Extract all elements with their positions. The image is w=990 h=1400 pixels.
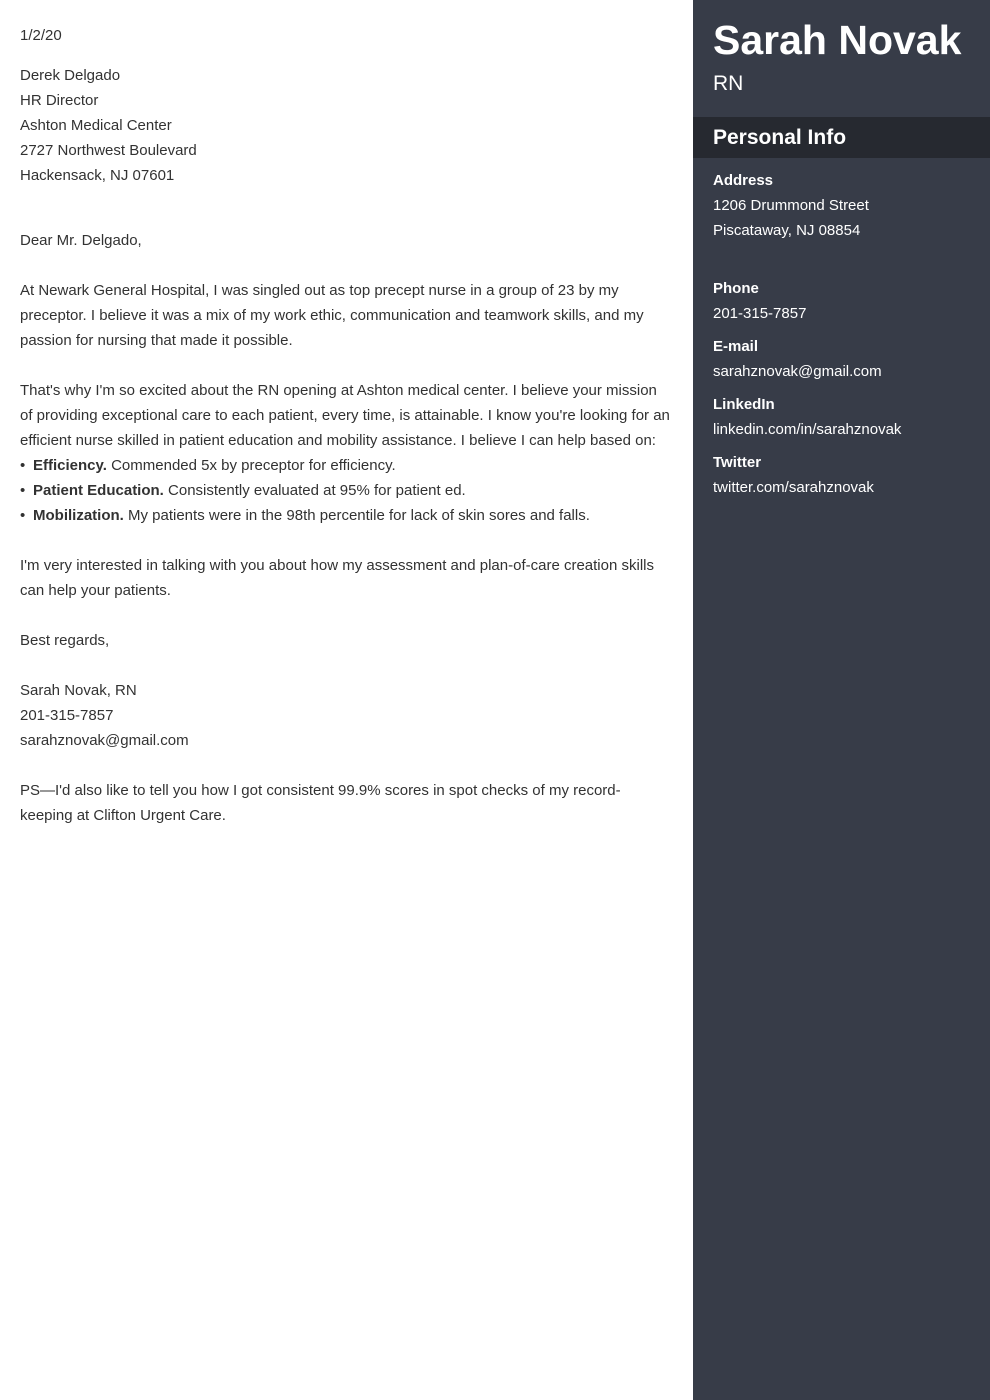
bullet-heading: Patient Education. xyxy=(33,482,164,499)
paragraph-opening: At Newark General Hospital, I was singled out as top precept nurse in a group of 23 by my preceptor. I believe it was a mix of my work ethic, communication and teamwork skills, and my passion for nursing that made it possible. xyxy=(20,282,644,349)
bullet-heading: Mobilization. xyxy=(33,507,124,524)
address-line1: 1206 Drummond Street xyxy=(713,197,869,214)
list-item xyxy=(20,453,673,478)
email-label: E-mail xyxy=(713,338,759,355)
phone-value: 201-315-7857 xyxy=(713,305,807,322)
recipient-block xyxy=(20,63,673,188)
info-linkedin xyxy=(713,392,983,442)
linkedin-label: LinkedIn xyxy=(713,396,775,413)
recipient-city: Hackensack, NJ 07601 xyxy=(20,167,175,184)
recipient-title: HR Director xyxy=(20,92,99,109)
info-phone xyxy=(713,276,983,326)
section-header-personal-info: Personal Info xyxy=(693,117,990,158)
achievement-list xyxy=(20,453,673,528)
paragraph-call-to-action: I'm very interested in talking with you about how my assessment and plan-of-care creation skills can help your patients. xyxy=(20,557,654,599)
recipient-company: Ashton Medical Center xyxy=(20,117,172,134)
linkedin-link[interactable]: linkedin.com/in/sarahznovak xyxy=(713,421,902,438)
signature-block xyxy=(20,678,673,753)
applicant-title: RN xyxy=(713,72,744,95)
bullet-icon: • xyxy=(20,507,26,524)
closing: Best regards, xyxy=(20,632,110,649)
twitter-link[interactable]: twitter.com/sarahznovak xyxy=(713,479,874,496)
bullet-text: Consistently evaluated at 95% for patient ed. xyxy=(163,482,466,499)
bullet-heading: Efficiency. xyxy=(33,457,107,474)
address-label: Address xyxy=(713,172,774,189)
phone-label: Phone xyxy=(713,280,759,297)
paragraph-motivation: That's why I'm so excited about the RN opening at Ashton medical center. I believe your mission of providing exceptional care to each patient, every time, is attainable. I know you're looking for an efficient nurse skilled in patient education and mobility assistance. I believe I can help based on: xyxy=(20,382,670,449)
bullet-icon: • xyxy=(20,482,26,499)
address-line2: Piscataway, NJ 08854 xyxy=(713,222,861,239)
salutation: Dear Mr. Delgado, xyxy=(20,232,142,249)
postscript: PS—I'd also like to tell you how I got consistent 99.9% scores in spot checks of my record-keeping at Clifton Urgent Care. xyxy=(20,782,621,824)
bullet-text: My patients were in the 98th percentile for lack of skin sores and falls. xyxy=(123,507,590,524)
signature-email: sarahznovak@gmail.com xyxy=(20,732,189,749)
signature-name: Sarah Novak, RN xyxy=(20,682,137,699)
letter-date: 1/2/20 xyxy=(20,27,62,44)
signature-phone: 201-315-7857 xyxy=(20,707,114,724)
bullet-icon: • xyxy=(20,457,26,474)
list-item xyxy=(20,503,673,528)
sidebar xyxy=(693,0,990,1400)
twitter-label: Twitter xyxy=(713,454,762,471)
email-value[interactable]: sarahznovak@gmail.com xyxy=(713,363,882,380)
info-email xyxy=(713,334,983,384)
info-address xyxy=(713,168,983,243)
applicant-name: Sarah Novak xyxy=(713,17,962,63)
recipient-street: 2727 Northwest Boulevard xyxy=(20,142,197,159)
info-twitter xyxy=(713,450,983,500)
bullet-text: Commended 5x by preceptor for efficiency. xyxy=(106,457,396,474)
personal-info xyxy=(713,168,983,508)
recipient-name: Derek Delgado xyxy=(20,67,121,84)
list-item xyxy=(20,478,673,503)
